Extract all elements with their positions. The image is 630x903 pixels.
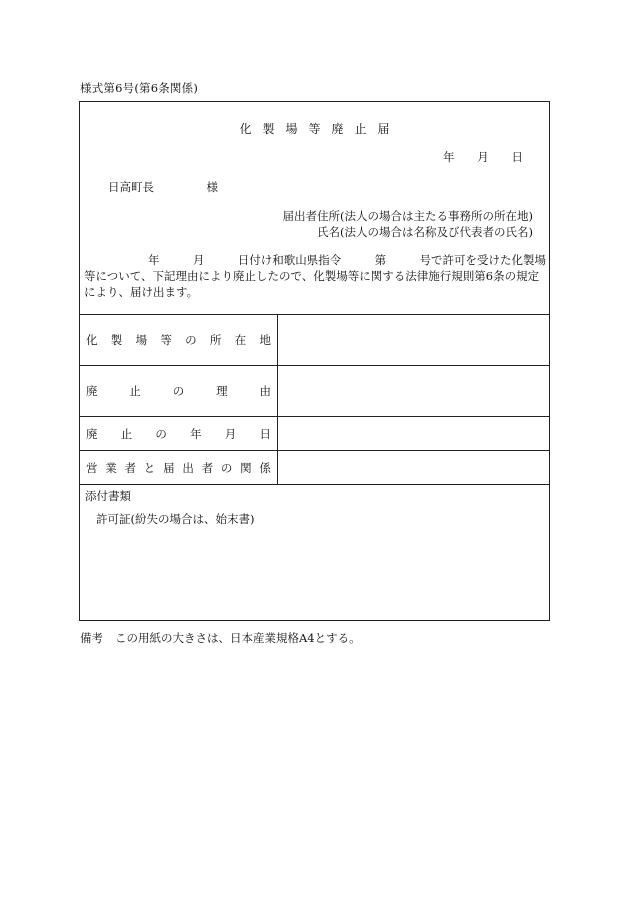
declaration-year: 年 [148,253,160,267]
declaration-line-2-text: 等について、下記理由により廃止したので、化製場等に関する法律施行規則第6条の規定 [84,269,540,283]
label-char: 由 [259,384,271,398]
form-number: 様式第6号(第6条関係) [80,81,199,95]
label-char: 理 [216,384,228,398]
label-char: 化 [86,333,98,347]
label-char: 出 [182,460,194,475]
row-label-relation [80,451,278,484]
abolition-date-field[interactable] [278,417,549,450]
relation-field[interactable] [278,451,549,484]
date-month-label: 月 [477,150,489,164]
reason-field[interactable] [278,366,549,416]
applicant-name-label: 氏名(法人の場合は名称及び代表者の氏名) [317,225,533,239]
label-char: 業 [105,460,117,475]
label-char: 場 [135,333,148,347]
label-char: 届 [163,460,175,475]
form-title: 化製場等廃止届 [239,122,401,136]
submission-date [443,149,523,165]
row-label-reason [80,366,278,416]
label-char: 廃 [86,384,98,398]
applicant-block [283,208,533,240]
declaration-date-part: 日付け和歌山県指令 [237,253,342,267]
declaration-dai: 第 [374,253,387,267]
remarks-text: この用紙の大きさは、日本産業規格A4とする。 [115,631,361,645]
table-row [80,417,549,451]
label-char: 止 [120,426,133,441]
remarks [80,630,361,646]
label-char: 年 [190,426,202,441]
declaration-text [84,252,546,300]
label-char: 等 [160,333,172,347]
date-day-label: 日 [511,150,523,164]
row-label-date [80,417,278,450]
declaration-line-1 [84,252,546,268]
addressee-name: 日高町長 [108,180,154,194]
date-year-label: 年 [443,150,455,164]
label-char: 者 [201,460,214,475]
label-char: 者 [124,460,137,475]
label-char: 製 [110,333,123,347]
label-char: 営 [86,460,98,475]
details-table [80,314,549,485]
label-char: の [155,426,167,441]
table-row [80,366,549,417]
row-label-text [86,383,271,399]
label-char: 廃 [86,426,98,441]
addressee-honorific: 様 [206,180,218,194]
row-label-text [86,332,271,348]
label-char: の [172,384,185,398]
label-char: と [143,460,156,475]
label-char: 地 [259,333,271,347]
label-char: 所 [209,333,222,347]
addressee [108,179,218,195]
applicant-address-label: 届出者住所(法人の場合は主たる事務所の所在地) [282,209,533,223]
declaration-line-2 [84,268,546,284]
attachment-item: 許可証(紛失の場合は、始末書) [96,512,255,526]
remarks-label: 備考 [80,631,103,645]
declaration-go: 号で許可を受けた化製場 [419,253,546,267]
form-frame [79,101,550,621]
label-char: 関 [240,460,252,475]
row-label-location [80,315,278,365]
label-char: 止 [129,384,141,398]
table-row [80,315,549,366]
label-char: の [220,460,233,475]
row-label-text [86,426,271,442]
label-char: 在 [234,333,247,347]
declaration-month: 月 [192,253,205,267]
label-char: 日 [259,426,271,441]
row-label-text [86,460,271,476]
attachments-title: 添付書類 [85,489,131,503]
label-char: 月 [224,426,237,441]
label-char: の [185,333,197,347]
label-char: 係 [259,460,271,475]
table-row [80,451,549,485]
location-field[interactable] [278,315,549,365]
declaration-line-3: により、届け出ます。 [84,285,199,299]
